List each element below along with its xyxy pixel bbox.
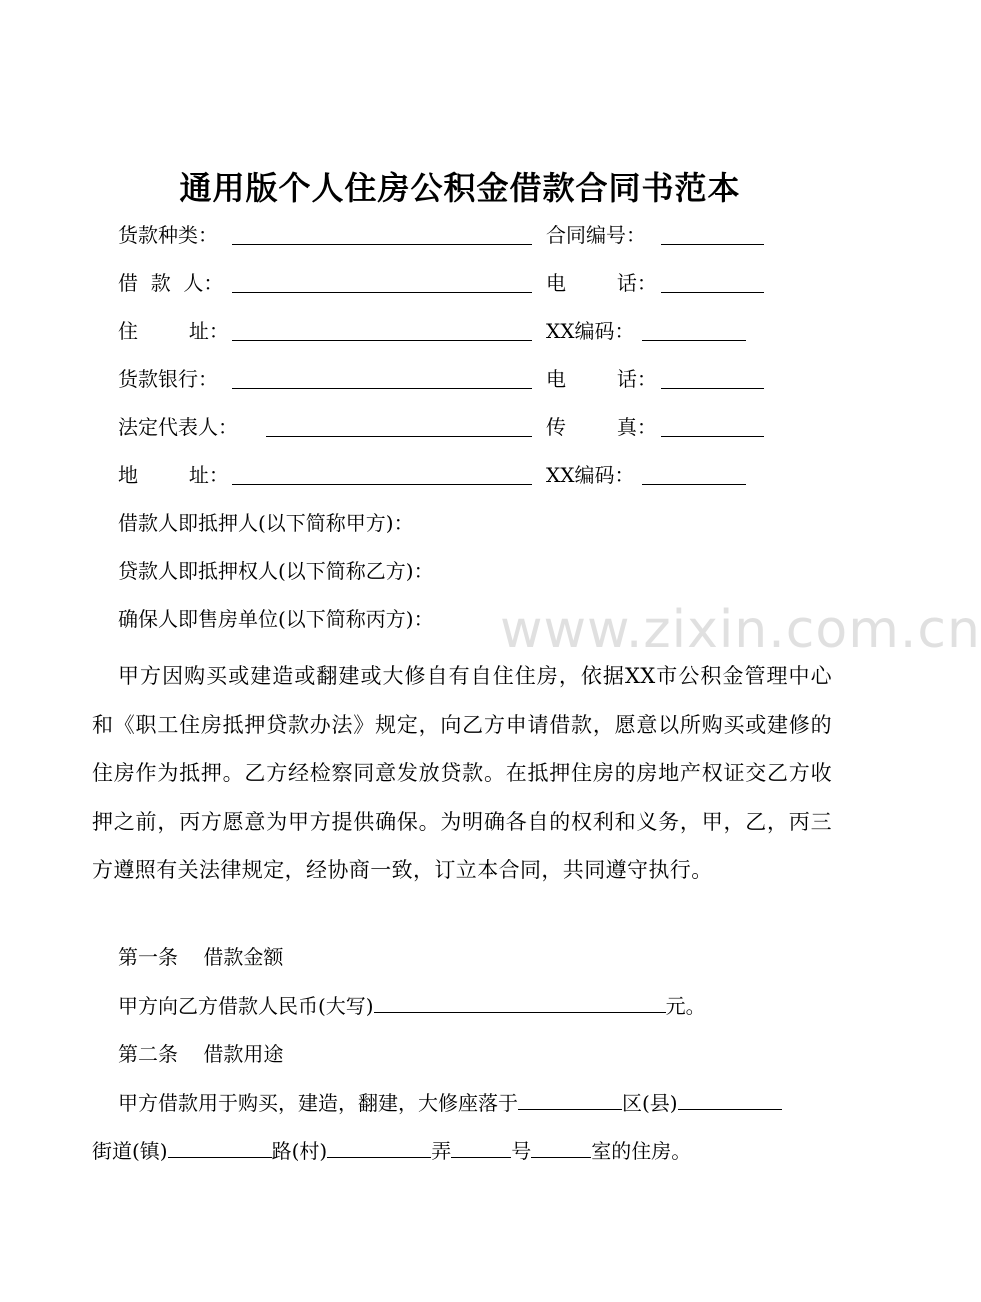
article1-amount-line xyxy=(118,990,706,1021)
field-row xyxy=(0,220,920,250)
field-blank[interactable] xyxy=(232,484,532,485)
field-blank[interactable] xyxy=(232,244,532,245)
lane-blank[interactable] xyxy=(451,1135,511,1158)
field-blank[interactable] xyxy=(232,292,532,293)
article2-line2 xyxy=(92,1135,691,1166)
article2-line1 xyxy=(118,1087,782,1118)
field-blank[interactable] xyxy=(232,340,532,341)
district-blank[interactable] xyxy=(518,1087,622,1110)
article1-heading: 第一条 借款金额 xyxy=(118,945,284,969)
number-blank[interactable] xyxy=(531,1135,591,1158)
field-blank[interactable] xyxy=(642,484,746,485)
watermark: www.zixin.com.cn xyxy=(500,600,981,660)
article2-text: 号 xyxy=(511,1139,532,1163)
party-guarantor: 确保人即售房单位(以下简称丙方)： xyxy=(118,607,434,631)
article2-heading: 第二条 借款用途 xyxy=(118,1042,284,1066)
field-blank[interactable] xyxy=(642,340,746,341)
field-blank[interactable] xyxy=(661,292,764,293)
field-label: 合同编号： xyxy=(546,223,646,247)
article2-text: 弄 xyxy=(431,1139,452,1163)
field-blank[interactable] xyxy=(266,436,532,437)
document-title: 通用版个人住房公积金借款合同书范本 xyxy=(179,169,741,207)
field-label: 地 址： xyxy=(118,463,229,487)
field-label: 电 话： xyxy=(546,271,657,295)
field-label: 货款种类： xyxy=(118,223,218,247)
article1-text-before: 甲方向乙方借款人民币(大写) xyxy=(118,994,374,1018)
field-blank[interactable] xyxy=(661,388,764,389)
article2-text: 街道(镇) xyxy=(92,1139,168,1163)
party-borrower: 借款人即抵押人(以下简称甲方)： xyxy=(118,511,414,535)
article2-text: 室的住房。 xyxy=(591,1139,692,1163)
county-blank[interactable] xyxy=(678,1087,782,1110)
field-row xyxy=(0,268,920,298)
road-blank[interactable] xyxy=(327,1135,431,1158)
field-label: 借 款 人： xyxy=(118,271,224,295)
field-label: 电 话： xyxy=(546,367,657,391)
article2-text: 甲方借款用于购买，建造，翻建，大修座落于 xyxy=(118,1091,518,1115)
field-label: 法定代表人： xyxy=(118,415,238,439)
field-label: XX编码： xyxy=(546,463,635,487)
field-row xyxy=(0,364,920,394)
intro-paragraph: 甲方因购买或建造或翻建或大修自有自住住房，依据XX市公积金管理中心和《职工住房抵押贷款办法》规定，向乙方申请借款，愿意以所购买或建修的住房作为抵押。乙方经检察同意发放贷款。在抵押住房的房地产权证交乙方收押之前，丙方愿意为甲方提供确保。为明确各自的权利和义务，甲，乙，丙三方遵照有关法律规定，经协商一致，订立本合同，共同遵守执行。 xyxy=(92,664,832,883)
field-row xyxy=(0,316,920,346)
field-blank[interactable] xyxy=(661,436,764,437)
field-label: 传 真： xyxy=(546,415,657,439)
field-label: 住 址： xyxy=(118,319,229,343)
party-lender: 贷款人即抵押权人(以下简称乙方)： xyxy=(118,559,434,583)
field-label: XX编码： xyxy=(546,319,635,343)
field-row xyxy=(0,460,920,490)
street-blank[interactable] xyxy=(168,1135,272,1158)
field-blank[interactable] xyxy=(232,388,532,389)
amount-blank[interactable] xyxy=(374,990,666,1013)
article1-text-after: 元。 xyxy=(665,994,706,1018)
field-row xyxy=(0,412,920,442)
article2-text: 路(村) xyxy=(271,1139,328,1163)
field-blank[interactable] xyxy=(661,244,764,245)
field-label: 货款银行： xyxy=(118,367,218,391)
article2-text: 区(县) xyxy=(622,1091,678,1115)
